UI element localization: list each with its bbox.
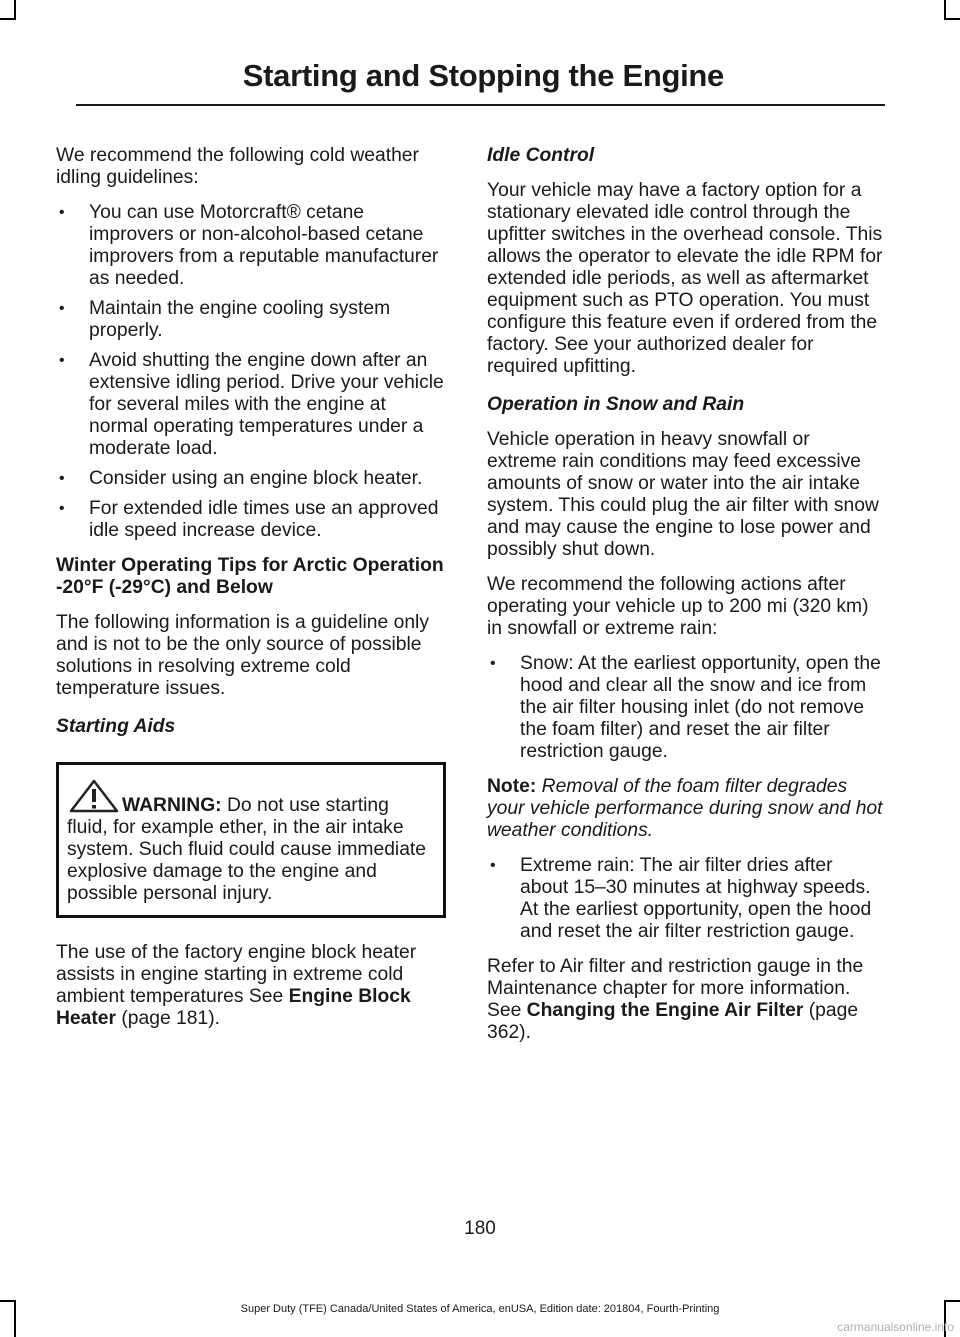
watermark: carmanualsonline.info bbox=[837, 1320, 954, 1334]
note-text: Removal of the foam filter degrades your vehicle performance during snow and hot weather conditions. bbox=[487, 776, 883, 841]
page-number: 180 bbox=[464, 1218, 496, 1239]
footer-edition-text: Super Duty (TFE) Canada/United States of America, enUSA, Edition date: 201804, Fourth-Printing bbox=[240, 1303, 720, 1315]
idle-control-paragraph: Your vehicle may have a factory option for a stationary elevated idle control through the upfitter switches in the overhead console. This allows the operator to elevate the idle RPM for extended idle periods, as well as aftermarket equipment such as PTO operation. You must configure this feature even if ordered from the factory. See your authorized dealer for required upfitting. bbox=[487, 180, 883, 377]
warning-triangle-icon bbox=[69, 779, 119, 813]
list-item: • Snow: At the earliest opportunity, open the hood and clear all the snow and ice from the air filter housing inlet (do not remove the foam filter) and reset the air filter restriction gauge. bbox=[487, 653, 884, 763]
warning-label: WARNING: bbox=[122, 795, 222, 816]
note-paragraph bbox=[487, 776, 884, 842]
left-column bbox=[56, 145, 450, 1043]
note-label: Note: bbox=[487, 776, 537, 797]
intro-paragraph: We recommend the following cold weather idling guidelines: bbox=[56, 145, 419, 188]
warning-body: Do not use starting fluid, for example ether, in the air intake system. Such fluid could cause immediate explosive damage to the engine and possible personal injury. bbox=[67, 795, 427, 904]
warning-box bbox=[56, 762, 446, 918]
snow-actions-list bbox=[487, 653, 884, 763]
crop-mark bbox=[944, 18, 960, 20]
winter-tips-heading: Winter Operating Tips for Arctic Operation -20°F (-29°C) and Below bbox=[56, 555, 444, 598]
idle-control-heading: Idle Control bbox=[487, 145, 595, 166]
warning-text bbox=[67, 795, 433, 905]
block-heater-paragraph bbox=[56, 942, 450, 1030]
rain-actions-list bbox=[487, 855, 884, 943]
refer-text: Refer to Air filter and restriction gauge in the Maintenance chapter for more information. See bbox=[487, 956, 864, 1021]
header-rule bbox=[76, 104, 885, 106]
list-item: • Maintain the engine cooling system properly. bbox=[56, 298, 450, 342]
crop-mark bbox=[14, 0, 16, 20]
refer-page-ref: (page 362). bbox=[487, 1000, 859, 1043]
block-heater-text: The use of the factory engine block heater assists in engine starting in extreme cold ambient temperatures See bbox=[56, 942, 417, 1007]
idling-guidelines-list bbox=[56, 202, 450, 542]
list-item: • Extreme rain: The air filter dries after about 15–30 minutes at highway speeds. At the earliest opportunity, open the hood and reset the air filter restriction gauge. bbox=[487, 855, 884, 943]
list-item: • You can use Motorcraft® cetane improvers or non-alcohol-based cetane improvers from a reputable manufacturer as needed. bbox=[56, 202, 450, 290]
list-item: • Avoid shutting the engine down after an extensive idling period. Drive your vehicle for several miles with the engine at normal operating temperatures under a moderate load. bbox=[56, 350, 450, 460]
crop-mark bbox=[944, 1300, 960, 1302]
refer-paragraph bbox=[487, 956, 884, 1044]
right-column bbox=[487, 145, 884, 1057]
snow-rain-heading: Operation in Snow and Rain bbox=[487, 394, 745, 415]
block-heater-page-ref: (page 181). bbox=[116, 1008, 221, 1029]
crop-mark bbox=[0, 1300, 16, 1302]
crop-mark bbox=[944, 0, 946, 20]
snow-rain-paragraph: Vehicle operation in heavy snowfall or extreme rain conditions may feed excessive amounts of snow or water into the air intake system. This could plug the air filter with snow and may cause the engine to lose power and possibly shut down. bbox=[487, 429, 879, 560]
winter-tips-paragraph: The following information is a guideline only and is not to be the only source of possible solutions in resolving extreme cold temperature issues. bbox=[56, 612, 429, 699]
crop-mark bbox=[0, 18, 16, 20]
recommend-paragraph: We recommend the following actions after operating your vehicle up to 200 mi (320 km) in snowfall or extreme rain: bbox=[487, 574, 869, 639]
page-title: Starting and Stopping the Engine bbox=[242, 58, 724, 93]
list-item: • For extended idle times use an approved idle speed increase device. bbox=[56, 498, 450, 542]
engine-block-heater-link[interactable]: Engine Block Heater bbox=[56, 986, 411, 1029]
starting-aids-heading: Starting Aids bbox=[56, 716, 176, 737]
list-item: • Consider using an engine block heater. bbox=[56, 468, 450, 490]
changing-air-filter-link[interactable]: Changing the Engine Air Filter bbox=[526, 1000, 804, 1021]
